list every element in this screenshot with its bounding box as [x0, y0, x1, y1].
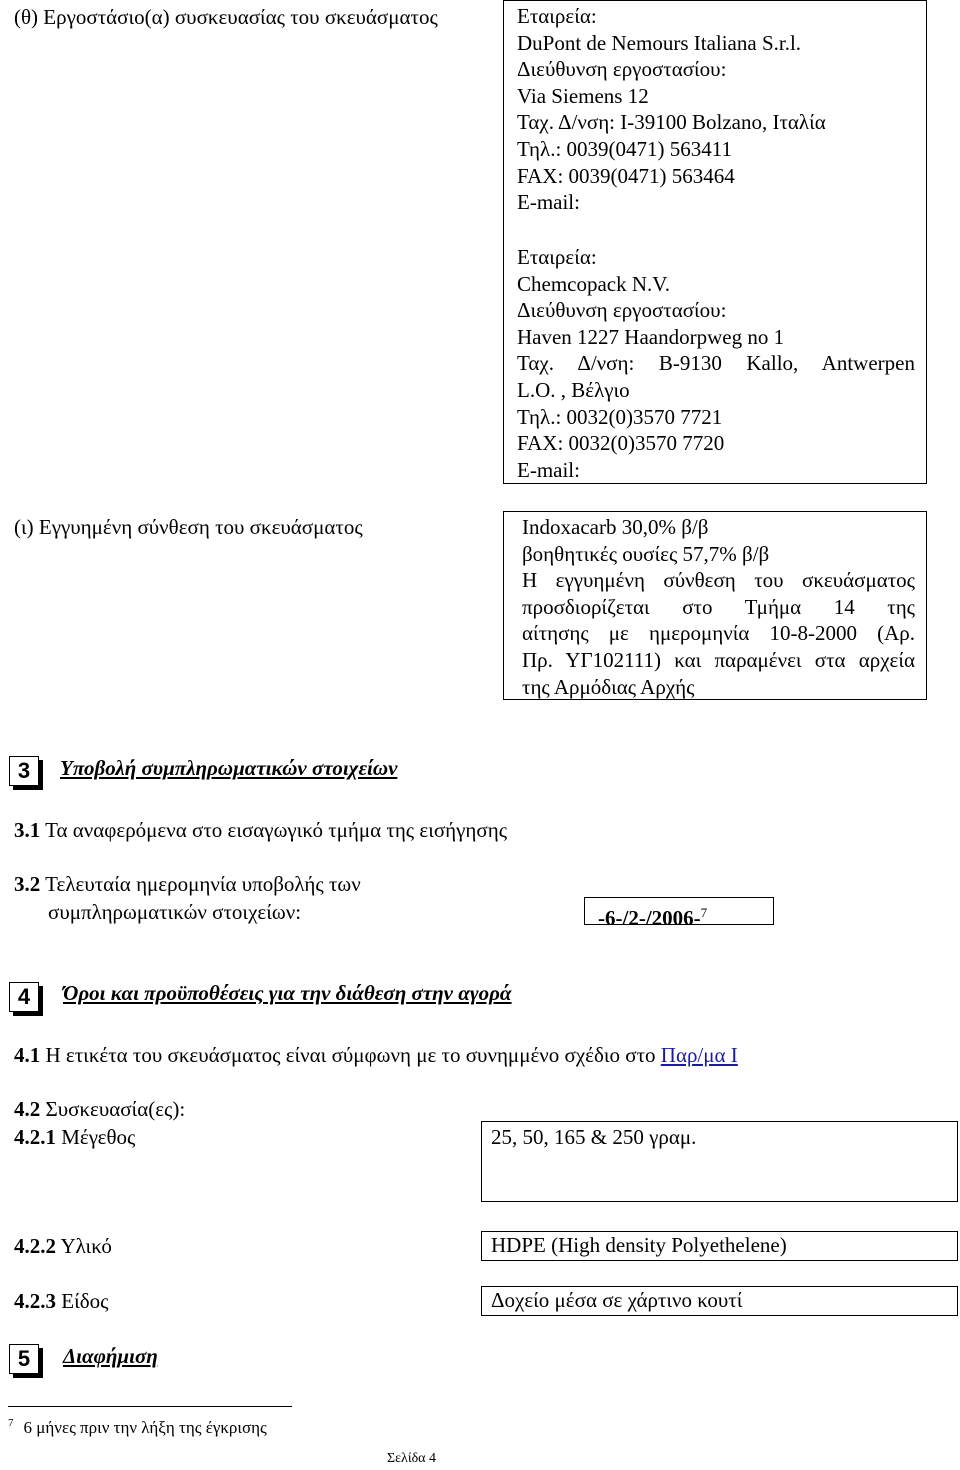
composition-box: [503, 511, 927, 700]
factory-2-line: Chemcopack N.V.: [517, 271, 670, 296]
footnote-ref-7: 7: [700, 905, 708, 920]
submission-date-value: -6-/2-/2006-: [598, 906, 701, 930]
composition-line: βοηθητικές ουσίες 57,7% β/β: [522, 541, 770, 566]
composition-line: της Αρμόδιας Αρχής: [522, 674, 695, 699]
item-3-2-text: Τελευταία ημερομηνία υποβολής των: [40, 872, 361, 896]
submission-date: [598, 899, 707, 932]
factory-1-line: Ταχ. Δ/νση: I-39100 Bolzano, Ιταλία: [517, 110, 826, 135]
item-4-1: [14, 1042, 738, 1069]
packaging-factories-box: [503, 0, 927, 484]
packaging-factories-label: (θ) Εργοστάσιο(α) συσκευασίας του σκευάσματος: [14, 5, 438, 29]
footnote-number: 7: [8, 1417, 14, 1429]
item-4-2-2-number: 4.2.2: [14, 1234, 56, 1258]
factory-2-line: FAX: 0032(0)3570 7720: [517, 431, 725, 456]
item-3-2-text-continued: συμπληρωματικών στοιχείων:: [48, 900, 302, 924]
footnote-separator: [8, 1406, 292, 1407]
factory-2-line: Εταιρεία:: [517, 245, 597, 269]
item-4-1-number: 4.1: [14, 1043, 41, 1067]
item-3-2-number: 3.2: [14, 872, 41, 896]
submission-date-box: [584, 897, 774, 930]
annex-1-link[interactable]: Παρ/μα Ι: [660, 1043, 738, 1067]
footnote: [8, 1412, 267, 1439]
item-4-2-number: 4.2: [14, 1097, 41, 1121]
guaranteed-composition-label: (ι) Εγγυημένη σύνθεση του σκευάσματος: [14, 515, 363, 539]
section-5-number: 5: [9, 1344, 39, 1374]
item-4-2-3-label: Είδος: [56, 1289, 109, 1313]
item-4-1-text: Η ετικέτα του σκευάσματος είναι σύμφωνη με το συνημμένο σχέδιο στο: [40, 1043, 661, 1067]
package-type-value: Δοχείο μέσα σε χάρτινο κουτί: [491, 1288, 743, 1312]
section-3-number: 3: [9, 756, 39, 786]
factory-2-line: Τηλ.: 0032(0)3570 7721: [517, 404, 723, 429]
page-number: Σελίδα 4: [387, 1451, 437, 1466]
item-4-2: [14, 1096, 185, 1123]
factory-1-line: DuPont de Nemours Italiana S.r.l.: [517, 30, 802, 55]
composition-line: Πρ. ΥΓ102111) και παραμένει στα αρχεία: [522, 647, 915, 672]
item-3-1: [14, 817, 507, 844]
section-4-number: 4: [9, 982, 39, 1012]
composition-line: Indoxacarb 30,0% β/β: [522, 515, 709, 539]
factory-1-line: Via Siemens 12: [517, 83, 649, 108]
section-4-number-badge: [9, 982, 39, 1012]
item-4-2-2-label: Υλικό: [56, 1234, 112, 1258]
factory-2-line: L.O. , Βέλγιο: [517, 377, 630, 402]
factory-1-line: E-mail:: [517, 190, 580, 215]
factory-1-line: Τηλ.: 0039(0471) 563411: [517, 136, 733, 161]
composition-line: αίτησης με ημερομηνία 10-8-2000 (Αρ.: [522, 621, 915, 646]
item-3-1-text: Τα αναφερόμενα στο εισαγωγικό τμήμα της εισήγησης: [40, 818, 508, 842]
item-3-1-number: 3.1: [14, 818, 41, 842]
package-material-value: HDPE (High density Polyethelene): [491, 1233, 787, 1257]
section-3-number-badge: [9, 756, 39, 786]
package-type-box: [481, 1286, 958, 1316]
item-3-2: [14, 871, 361, 898]
section-3-title: Υποβολή συμπληρωματικών στοιχείων: [60, 756, 398, 780]
section-5-title: Διαφήμιση: [63, 1344, 158, 1368]
item-4-2-1-number: 4.2.1: [14, 1125, 56, 1149]
composition-line: Η εγγυημένη σύνθεση του σκευάσματος: [522, 568, 915, 593]
package-size-value: 25, 50, 165 & 250 γραμ.: [491, 1125, 697, 1149]
factory-2-line: Ταχ. Δ/νση: B-9130 Kallo, Antwerpen: [517, 351, 915, 376]
factory-2-details: [517, 244, 915, 483]
factory-2-line: Haven 1227 Haandorpweg no 1: [517, 324, 785, 349]
item-4-2-2: [14, 1233, 112, 1260]
composition-details: [522, 514, 915, 700]
factory-1-details: [517, 3, 826, 216]
factory-1-line: Διεύθυνση εργοστασίου:: [517, 57, 727, 82]
composition-line: προσδιορίζεται στο Τμήμα 14 της: [522, 594, 915, 619]
package-material-box: [481, 1231, 958, 1261]
section-4-title: Όροι και προϋποθέσεις για την διάθεση στην αγορά: [63, 981, 512, 1005]
factory-2-line: E-mail:: [517, 457, 580, 482]
package-size-box: [481, 1121, 958, 1202]
factory-1-line: FAX: 0039(0471) 563464: [517, 163, 735, 188]
footnote-text: 6 μήνες πριν την λήξη της έγκρισης: [23, 1417, 267, 1437]
factory-1-line: Εταιρεία:: [517, 4, 597, 28]
item-4-2-3-number: 4.2.3: [14, 1289, 56, 1313]
factory-2-line: Διεύθυνση εργοστασίου:: [517, 298, 727, 323]
item-4-2-1: [14, 1124, 135, 1151]
item-4-2-text: Συσκευασία(ες):: [40, 1097, 186, 1121]
section-5-number-badge: [9, 1344, 39, 1374]
item-4-2-3: [14, 1288, 108, 1315]
item-4-2-1-label: Μέγεθος: [56, 1125, 136, 1149]
